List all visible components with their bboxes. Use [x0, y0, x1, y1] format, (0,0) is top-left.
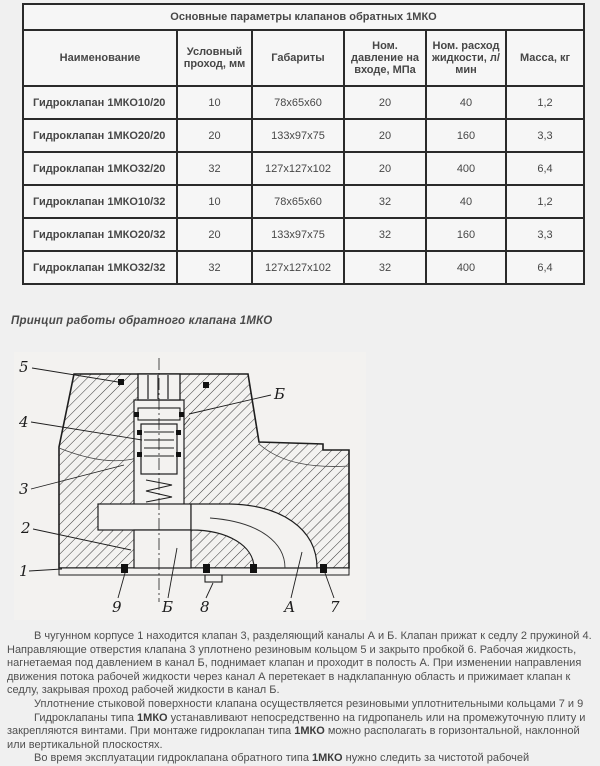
callout-5: 5: [19, 358, 29, 376]
text-segment: Гидроклапаны типа: [34, 711, 138, 724]
model-name-emphasis: 1МКО: [137, 711, 168, 724]
value-cell: 32: [177, 152, 252, 185]
column-header-0: Наименование: [23, 30, 177, 86]
value-cell: 400: [426, 251, 506, 284]
text-segment: нужно следить за чистотой рабочей: [342, 752, 530, 765]
value-cell: 127x127x102: [252, 251, 344, 284]
callout-1: 1: [19, 562, 29, 580]
text-segment: можно располагать в горизонтальной, наклонной или вертикальной плоскостях.: [7, 725, 580, 751]
callout-2: 2: [21, 519, 31, 537]
oring: [134, 412, 139, 417]
table-row: [23, 218, 584, 251]
value-cell: 6,4: [506, 251, 584, 284]
seal-9: [121, 564, 128, 573]
value-cell: 20: [344, 152, 426, 185]
oring: [137, 430, 142, 435]
seal: [203, 564, 210, 573]
value-cell: 3,3: [506, 218, 584, 251]
column-header-1: Условный проход, мм: [177, 30, 252, 86]
pin-8: [205, 575, 222, 582]
valve-params-table: [22, 3, 585, 285]
value-cell: 1,2: [506, 86, 584, 119]
model-name-emphasis: 1МКО: [312, 752, 343, 765]
valve-name-cell: Гидроклапан 1МКО32/20: [23, 152, 177, 185]
valve-name-cell: Гидроклапан 1МКО20/32: [23, 218, 177, 251]
value-cell: 32: [177, 251, 252, 284]
table-title: Основные параметры клапанов обратных 1МКО: [23, 4, 584, 30]
value-cell: 127x127x102: [252, 152, 344, 185]
oring: [176, 430, 181, 435]
paragraph: [7, 712, 593, 753]
value-cell: 400: [426, 152, 506, 185]
table-row: [23, 251, 584, 284]
value-cell: 10: [177, 86, 252, 119]
table-row: [23, 185, 584, 218]
paragraph: [7, 630, 593, 698]
model-name-emphasis: 1МКО: [294, 725, 325, 738]
callout-3: 3: [19, 480, 29, 498]
table-header-row: [23, 30, 584, 86]
valve-section-diagram: [14, 352, 366, 620]
oring: [179, 412, 184, 417]
valve-name-cell: Гидроклапан 1МКО10/32: [23, 185, 177, 218]
value-cell: 40: [426, 185, 506, 218]
value-cell: 78x65x60: [252, 86, 344, 119]
description-text: [7, 630, 593, 766]
callout-B-top: Б: [274, 385, 286, 403]
value-cell: 20: [177, 119, 252, 152]
value-cell: 32: [344, 218, 426, 251]
text-segment: Уплотнение стыковой поверхности клапана осуществляется резиновыми уплотнительными кольцами 7 и 9: [34, 697, 584, 710]
seal-ring-5b: [203, 382, 209, 388]
value-cell: 20: [344, 119, 426, 152]
seal: [250, 564, 257, 573]
oring: [137, 452, 142, 457]
text-segment: устанавливают непосредственно на гидропанель или на промежуточную плиту и закрепляются винтами. При монтаже гидроклапан типа: [7, 711, 586, 738]
table-row: [23, 152, 584, 185]
column-header-4: Ном. расход жидкости, л/мин: [426, 30, 506, 86]
value-cell: 133x97x75: [252, 119, 344, 152]
oring: [176, 452, 181, 457]
value-cell: 20: [177, 218, 252, 251]
table-title-row: [23, 4, 584, 30]
table-row: [23, 119, 584, 152]
valve-name-cell: Гидроклапан 1МКО10/20: [23, 86, 177, 119]
seal-7: [320, 564, 327, 573]
value-cell: 6,4: [506, 152, 584, 185]
callout-8: 8: [200, 598, 210, 616]
value-cell: 3,3: [506, 119, 584, 152]
paragraph: [7, 752, 593, 766]
callout-B-bot: Б: [162, 598, 174, 616]
callout-4: 4: [19, 413, 29, 431]
valve-name-cell: Гидроклапан 1МКО32/32: [23, 251, 177, 284]
callout-7: 7: [330, 598, 340, 616]
value-cell: 160: [426, 218, 506, 251]
value-cell: 1,2: [506, 185, 584, 218]
seal-ring-5: [118, 379, 124, 385]
callout-A: А: [284, 598, 296, 616]
valve-diagram-svg: [14, 352, 366, 620]
text-segment: Во время эксплуатации гидроклапана обратного типа: [34, 752, 313, 765]
callout-9: 9: [112, 598, 122, 616]
column-header-2: Габариты: [252, 30, 344, 86]
value-cell: 10: [177, 185, 252, 218]
valve-name-cell: Гидроклапан 1МКО20/20: [23, 119, 177, 152]
value-cell: 20: [344, 86, 426, 119]
column-header-5: Масса, кг: [506, 30, 584, 86]
port-B: [134, 530, 191, 568]
text-segment: В чугунном корпусе 1 находится клапан 3, разделяющий каналы А и Б. Клапан прижат к седлу 2 пружиной 4. Направляющие отверстия клапана 3 уплотнено резиновым кольцом 5 и закрыто пробкой 6. Рабочая жидкость, нагнетаемая под давлением в канал Б, поднимает клапан и проходит в полость А. При изменении направления движения потока рабочей жидкости через канал А перетекает в надклапанную область и прижимает клапан к седлу, закрывая проход рабочей жидкости в канал Б.: [7, 630, 592, 697]
value-cell: 160: [426, 119, 506, 152]
section-heading: Принцип работы обратного клапана 1МКО: [11, 315, 273, 327]
column-header-3: Ном. давление на входе, МПа: [344, 30, 426, 86]
value-cell: 32: [344, 185, 426, 218]
value-cell: 32: [344, 251, 426, 284]
value-cell: 40: [426, 86, 506, 119]
paragraph: [7, 698, 593, 712]
value-cell: 78x65x60: [252, 185, 344, 218]
cross-channel: [98, 504, 191, 530]
value-cell: 133x97x75: [252, 218, 344, 251]
table-row: [23, 86, 584, 119]
